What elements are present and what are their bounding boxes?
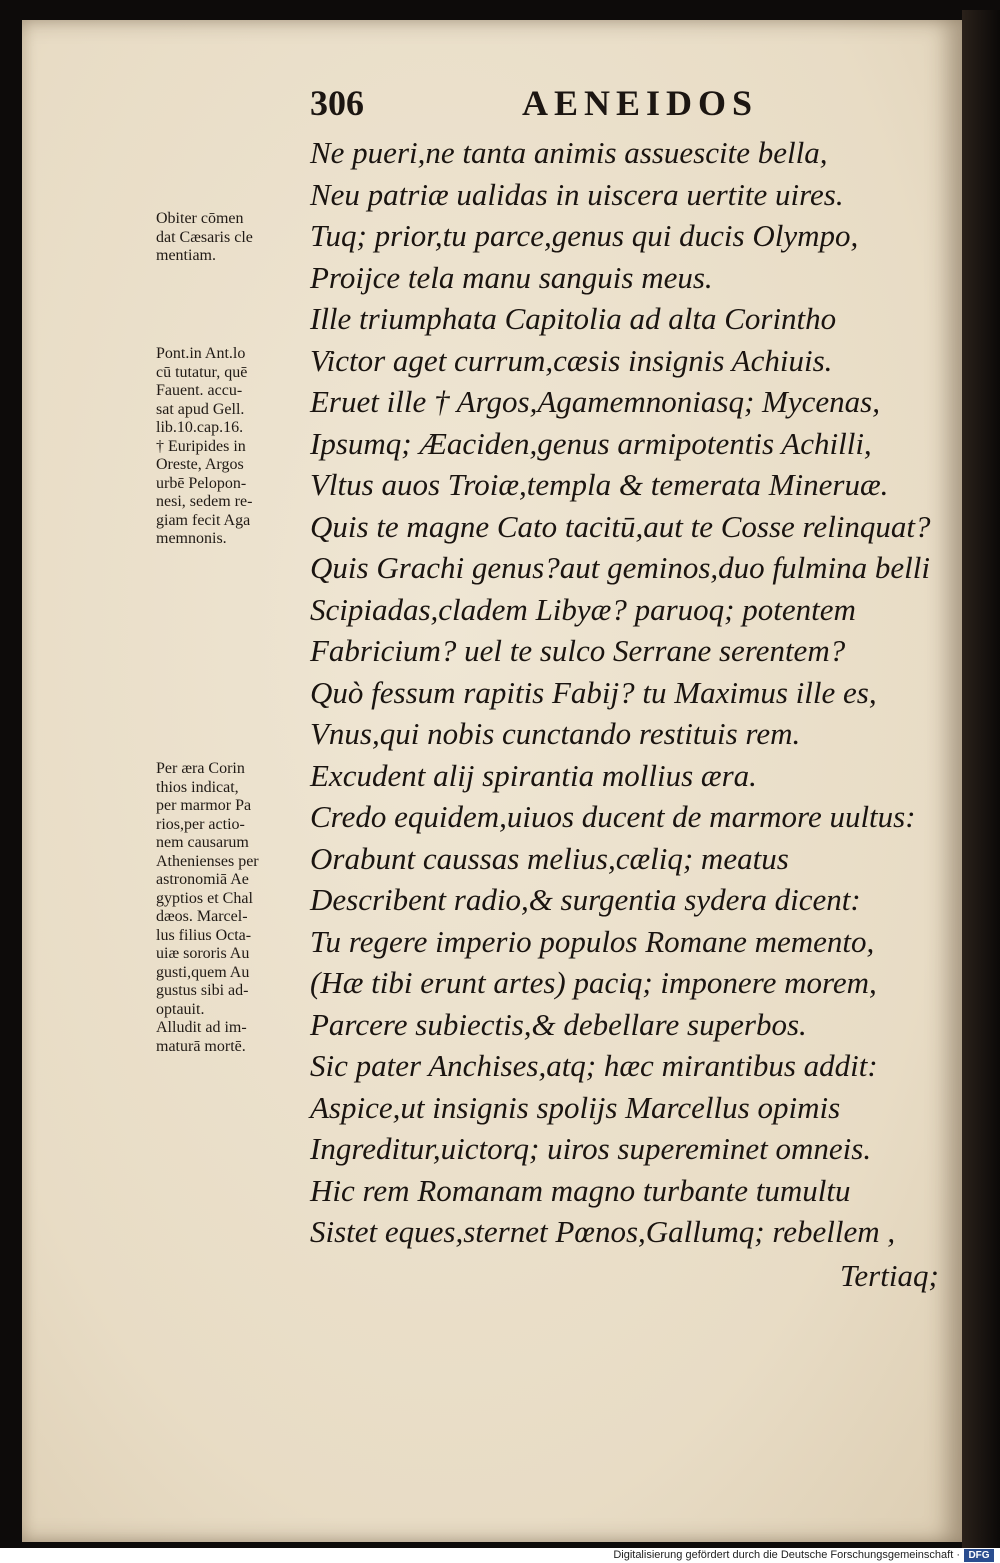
verse-line: Tu regere imperio populos Romane memento, (310, 923, 875, 959)
verse-line: Parcere subiectis,& debellare superbos. (310, 1006, 807, 1042)
page-number: 306 (310, 83, 364, 123)
verse-line: Fabricium? uel te sulco Serrane serentem? (310, 633, 846, 668)
verse-line: Aspice,ut insignis spolijs Marcellus opimis (310, 1089, 841, 1125)
verse-block (310, 132, 970, 1253)
verse-line: Eruet ille † Argos,Agamemnoniasq; Mycenas, (310, 384, 880, 419)
funding-credit: Digitalisierung gefördert durch die Deutsche Forschungsgemeinschaft · (613, 1549, 960, 1561)
verse-line: Quis te magne Cato tacitū,aut te Cosse relinquat? (310, 508, 931, 544)
page-header (310, 82, 830, 122)
verse-line: Vnus,qui nobis cunctando restituis rem. (310, 716, 801, 751)
verse-line: Sistet eques,sternet Pœnos,Gallumq; rebellem , (310, 1214, 896, 1249)
verse-line: Quis Grachi genus?aut geminos,duo fulmina belli (310, 550, 930, 585)
verse-line: Describent radio,& surgentia sydera dicent: (310, 882, 861, 917)
verse-line: Quò fessum rapitis Fabij? tu Maximus ille es, (310, 674, 877, 710)
dfg-logo-icon: DFG (964, 1549, 994, 1562)
footer-bar (0, 1548, 1000, 1563)
marginal-note-clementia: Obiter cōmen dat Cæsaris cle mentiam. (156, 210, 253, 264)
catchword: Tertiaq; (840, 1258, 939, 1293)
verse-line: Ingreditur,uictorq; uiros supereminet omneis. (310, 1131, 872, 1166)
verse-line: Credo equidem,uiuos ducent de marmore uultus: (310, 799, 916, 834)
verse-line: Proijce tela manu sanguis meus. (310, 259, 713, 295)
marginal-note-argos: Pont.in Ant.lo cū tutatur, quē Fauent. accu- sat apud Gell. lib.10.cap.16. † Euripides in Oreste, Argos urbē Pelopon- nesi, sedem re- giam fecit Aga memnonis. (156, 345, 253, 547)
verse-line: Orabunt caussas melius,cæliq; meatus (310, 840, 789, 876)
verse-line: (Hæ tibi erunt artes) paciq; imponere morem, (310, 965, 877, 1000)
verse-line: Sic pater Anchises,atq; hæc mirantibus addit: (310, 1048, 878, 1083)
verse-line: Neu patriæ ualidas in uiscera uertite uires. (310, 176, 844, 212)
marginal-note-artes: Per æra Corin thios indicat, per marmor Pa rios,per actio- nem causarum Athenienses per astronomiā Ae gyptios et Chal dæos. Marcel- lus filius Octa- uiæ sororis Au gusti,quem Au gustus sibi ad- optauit. Alludit ad im- maturā mortē. (156, 760, 259, 1055)
running-title: AENEIDOS (522, 83, 759, 123)
verse-line: Excudent alij spirantia mollius æra. (310, 757, 757, 793)
verse-line: Ille triumphata Capitolia ad alta Corintho (310, 301, 837, 336)
verse-line: Ne pueri,ne tanta animis assuescite bella, (310, 135, 828, 170)
verse-line: Scipiadas,cladem Libyæ? paruoq; potentem (310, 591, 856, 627)
verse-line: Vltus auos Troiæ,templa & temerata Mineruæ. (310, 467, 889, 502)
verse-line: Tuq; prior,tu parce,genus qui ducis Olympo, (310, 218, 859, 253)
verse-line: Hic rem Romanam magno turbante tumultu (310, 1172, 851, 1208)
verse-line: Victor aget currum,cæsis insignis Achiuis. (310, 342, 833, 378)
verse-line: Ipsumq; Æaciden,genus armipotentis Achilli, (310, 425, 872, 461)
